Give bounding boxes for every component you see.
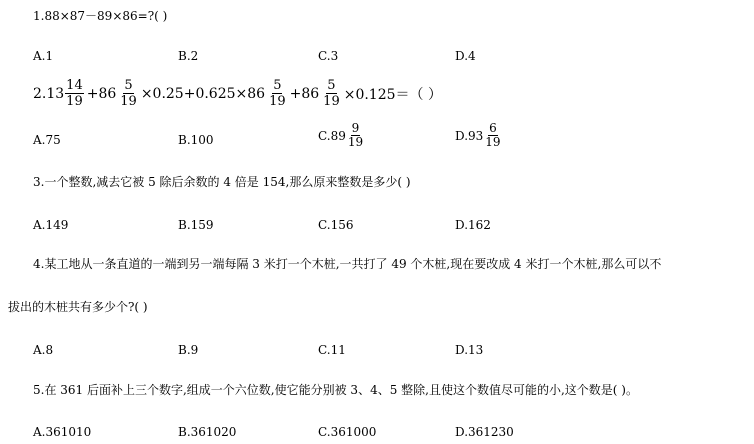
q2-fraction-1: [65, 78, 84, 109]
q2-op-1: +86: [86, 85, 117, 102]
q2-option-c-numerator: 9: [351, 121, 360, 135]
q2-option-c-fraction: [347, 122, 364, 149]
q1-option-a: A.1: [33, 49, 54, 63]
q2-fraction-4: [322, 78, 341, 109]
q2-fraction-3: [268, 78, 287, 109]
q4-option-b: B.9: [178, 343, 199, 357]
question-1-text: 1.88×87－89×86=?( ): [33, 9, 168, 23]
question-5-text: 5.在 361 后面补上三个数字,组成一个六位数,使它能分别被 3、4、5 整除,且使这个数值尽可能的小,这个数是( )。: [33, 383, 638, 397]
q2-option-b: B.100: [178, 133, 214, 147]
q2-fraction-4-numerator: 5: [327, 78, 336, 93]
q2-option-d-fraction: [484, 122, 501, 149]
question-4-text-line-2: 拔出的木桩共有多少个?( ): [8, 300, 148, 314]
question-3-text: 3.一个整数,减去它被 5 除后余数的 4 倍是 154,那么原来整数是多少( ): [33, 175, 411, 189]
q2-op-2: +86: [289, 85, 320, 102]
q2-option-d-denominator: 19: [485, 135, 501, 149]
q1-option-c: C.3: [318, 49, 339, 63]
q1-option-b: B.2: [178, 49, 199, 63]
q4-option-a: A.8: [33, 343, 54, 357]
q2-prefix: 2.13: [33, 85, 65, 102]
question-4-text-line-1: 4.某工地从一条直道的一端到另一端每隔 3 米打一个木桩,一共打了 49 个木桩,现在要改成 4 米打一个木桩,那么可以不: [33, 257, 662, 271]
q2-mul-1: ×0.25+0.625×86: [140, 85, 266, 102]
q2-option-d-numerator: 6: [489, 121, 497, 135]
q4-option-d: D.13: [455, 343, 484, 357]
q2-fraction-1-numerator: 14: [66, 78, 83, 93]
q5-option-d: D.361230: [455, 425, 514, 439]
q3-option-c: C.156: [318, 218, 354, 232]
q1-option-d: D.4: [455, 49, 476, 63]
q2-fraction-4-denominator: 19: [323, 94, 340, 109]
q5-option-b: B.361020: [178, 425, 237, 439]
q2-fraction-2: [119, 78, 138, 109]
q2-fraction-3-numerator: 5: [273, 78, 282, 93]
q2-tail: ×0.125＝（ ）: [343, 86, 442, 103]
q3-option-a: A.149: [33, 218, 69, 232]
q3-option-b: B.159: [178, 218, 214, 232]
q4-option-c: C.11: [318, 343, 346, 357]
q2-fraction-2-denominator: 19: [120, 94, 137, 109]
q2-option-d: [455, 122, 503, 149]
q2-fraction-1-denominator: 19: [66, 94, 83, 109]
q2-option-c-denominator: 19: [347, 135, 364, 149]
q2-option-c-whole: C.89: [318, 128, 346, 143]
q2-fraction-3-denominator: 19: [269, 94, 286, 109]
q2-option-d-whole: D.93: [455, 128, 484, 143]
q5-option-c: C.361000: [318, 425, 377, 439]
q2-fraction-2-numerator: 5: [124, 78, 133, 93]
q2-option-a: A.75: [33, 133, 61, 147]
q5-option-a: A.361010: [33, 425, 92, 439]
q2-option-c: [318, 122, 365, 149]
q3-option-d: D.162: [455, 218, 491, 232]
question-2-formula: [33, 78, 444, 109]
